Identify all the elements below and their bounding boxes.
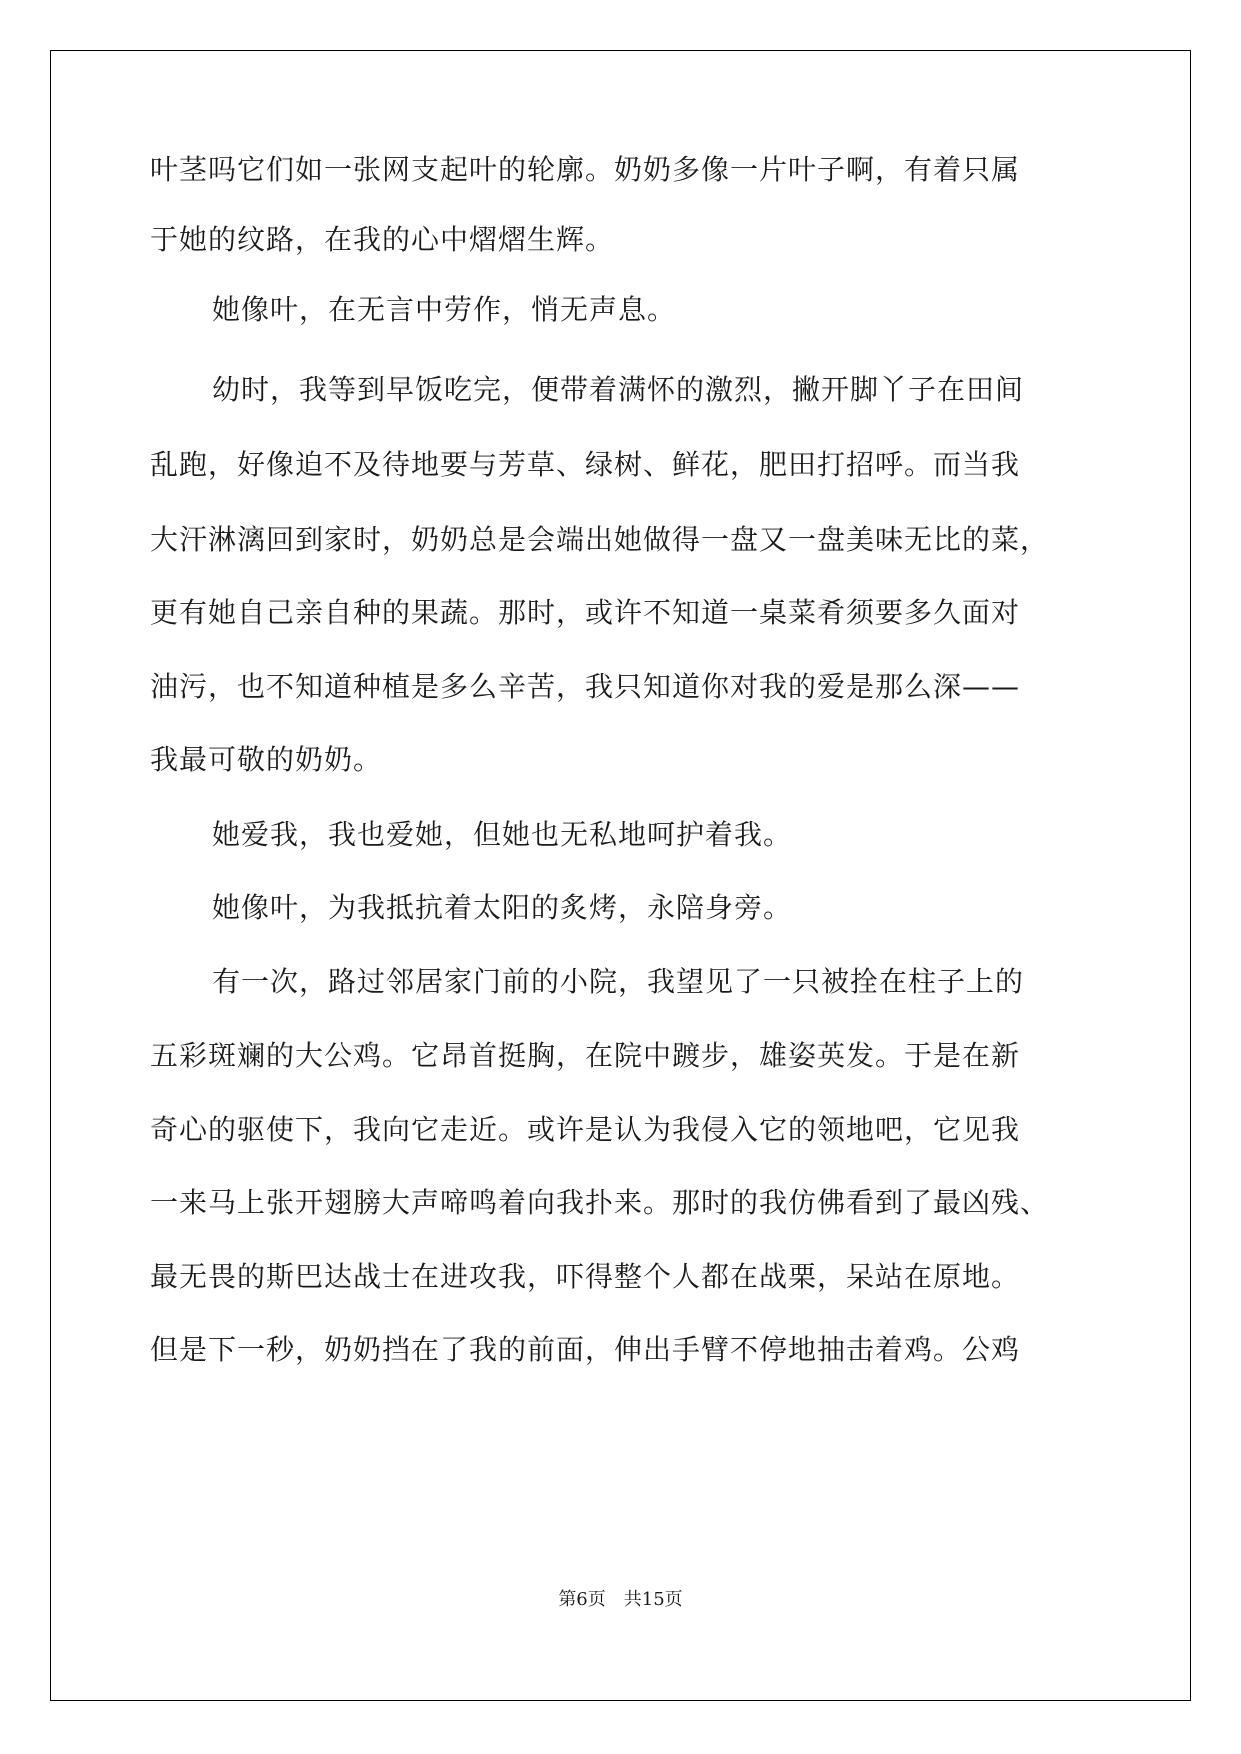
text-line: 她爱我，我也爱她，但她也无私地呵护着我。 (212, 818, 793, 851)
text-line: 奇心的驱使下，我向它走近。或许是认为我侵入它的领地吧，它见我 (150, 1113, 1021, 1146)
text-line: 五彩斑斓的大公鸡。它昂首挺胸，在院中踱步，雄姿英发。于是在新 (150, 1039, 1021, 1072)
text-line: 她像叶，在无言中劳作，悄无声息。 (212, 293, 677, 326)
text-line: 油污，也不知道种植是多么辛苦，我只知道你对我的爱是那么深—— (150, 670, 1021, 703)
page-footer (0, 1588, 1241, 1612)
text-line: 她像叶，为我抵抗着太阳的炙烤，永陪身旁。 (212, 891, 793, 924)
text-line: 更有她自己亲自种的果蔬。那时，或许不知道一桌菜肴须要多久面对 (150, 596, 1021, 629)
text-line: 幼时，我等到早饭吃完，便带着满怀的激烈，撇开脚丫子在田间 (212, 373, 1025, 406)
text-line: 但是下一秒，奶奶挡在了我的前面，伸出手臂不停地抽击着鸡。公鸡 (150, 1333, 1021, 1366)
text-line: 叶茎吗它们如一张网支起叶的轮廓。奶奶多像一片叶子啊，有着只属 (150, 153, 1021, 186)
text-line: 乱跑，好像迫不及待地要与芳草、绿树、鲜花，肥田打招呼。而当我 (150, 448, 1021, 481)
text-line: 最无畏的斯巴达战士在进攻我，吓得整个人都在战栗，呆站在原地。 (150, 1260, 1021, 1293)
page-number: 第6页 (558, 1589, 606, 1610)
text-line: 大汗淋漓回到家时，奶奶总是会端出她做得一盘又一盘美味无比的菜， (150, 523, 1050, 556)
text-line: 于她的纹路，在我的心中熠熠生辉。 (150, 223, 615, 256)
text-line: 我最可敬的奶奶。 (150, 743, 383, 776)
text-line: 一来马上张开翅膀大声啼鸣着向我扑来。那时的我仿佛看到了最凶残、 (150, 1186, 1050, 1219)
page-total: 共15页 (623, 1589, 683, 1610)
text-line: 有一次，路过邻居家门前的小院，我望见了一只被拴在柱子上的 (212, 965, 1025, 998)
